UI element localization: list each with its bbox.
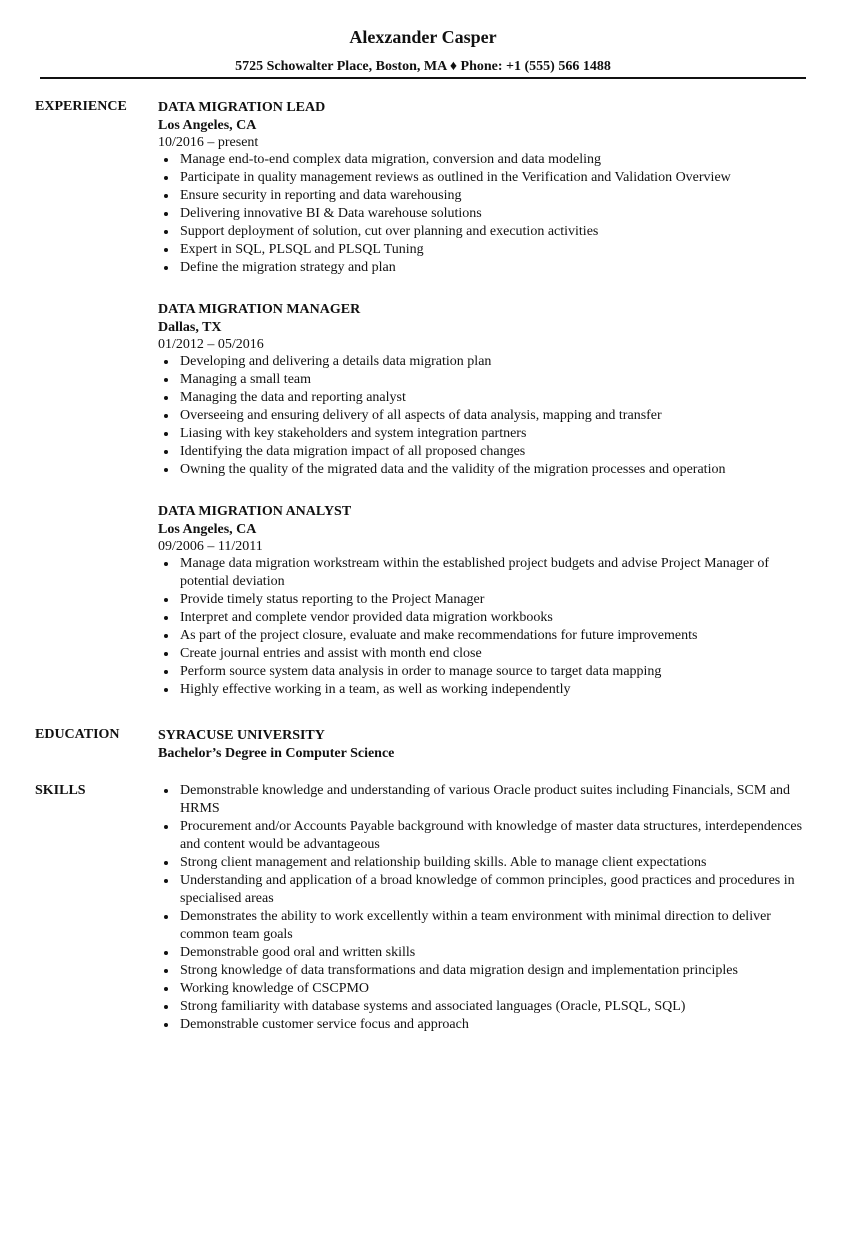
list-item: Strong familiarity with database systems and associated languages (Oracle, PLSQL, SQL) [158,998,813,1016]
job-bullets [158,555,813,699]
job-location: Dallas, TX [158,320,222,335]
list-item: Define the migration strategy and plan [158,259,813,277]
list-item: Liasing with key stakeholders and system integration partners [158,425,813,443]
list-item: Delivering innovative BI & Data warehouse solutions [158,205,813,223]
list-item: Overseeing and ensuring delivery of all aspects of data analysis, mapping and transfer [158,407,813,425]
section-label-skills: SKILLS [35,783,86,798]
list-item: Provide timely status reporting to the Project Manager [158,591,813,609]
list-item: Manage end-to-end complex data migration, conversion and data modeling [158,151,813,169]
skills-list [158,782,813,1034]
list-item: Participate in quality management reviews as outlined in the Verification and Validation Overview [158,169,813,187]
list-item: As part of the project closure, evaluate and make recommendations for future improvements [158,627,813,645]
list-item: Support deployment of solution, cut over planning and execution activities [158,223,813,241]
list-item: Managing a small team [158,371,813,389]
job-dates: 01/2012 – 05/2016 [158,337,264,352]
contact-line: 5725 Schowalter Place, Boston, MA ♦ Phone: +1 (555) 566 1488 [235,59,611,74]
school-name: SYRACUSE UNIVERSITY [158,728,325,743]
degree-name: Bachelor’s Degree in Computer Science [158,746,395,761]
list-item: Demonstrable good oral and written skills [158,944,813,962]
section-label-experience: EXPERIENCE [35,99,127,114]
list-item: Expert in SQL, PLSQL and PLSQL Tuning [158,241,813,259]
list-item: Interpret and complete vendor provided data migration workbooks [158,609,813,627]
list-item: Demonstrable customer service focus and approach [158,1016,813,1034]
job-location: Los Angeles, CA [158,522,257,537]
job-title: DATA MIGRATION MANAGER [158,302,361,317]
list-item: Developing and delivering a details data migration plan [158,353,813,371]
list-item: Owning the quality of the migrated data and the validity of the migration processes and operation [158,461,813,479]
header-divider [40,77,806,79]
list-item: Procurement and/or Accounts Payable background with knowledge of master data structures, interdependences and content would be advantageous [158,818,813,854]
job-bullets [158,353,813,479]
candidate-name: Alexzander Casper [349,27,497,47]
list-item: Understanding and application of a broad knowledge of common principles, good practices and procedures in specialised areas [158,872,813,908]
job-bullets [158,151,813,277]
job-title: DATA MIGRATION LEAD [158,100,326,115]
list-item: Working knowledge of CSCPMO [158,980,813,998]
job-1 [158,99,813,277]
list-item: Highly effective working in a team, as well as working independently [158,681,813,699]
education-block [158,727,813,763]
list-item: Create journal entries and assist with month end close [158,645,813,663]
section-label-education: EDUCATION [35,727,120,742]
skills-block [158,782,813,1034]
job-title: DATA MIGRATION ANALYST [158,504,352,519]
list-item: Strong client management and relationship building skills. Able to manage client expectations [158,854,813,872]
list-item: Demonstrable knowledge and understanding of various Oracle product suites including Financials, SCM and HRMS [158,782,813,818]
job-dates: 10/2016 – present [158,135,259,150]
job-2 [158,301,813,479]
list-item: Strong knowledge of data transformations and data migration design and implementation principles [158,962,813,980]
job-location: Los Angeles, CA [158,118,257,133]
list-item: Identifying the data migration impact of all proposed changes [158,443,813,461]
list-item: Demonstrates the ability to work excellently within a team environment with minimal direction to deliver common team goals [158,908,813,944]
list-item: Ensure security in reporting and data warehousing [158,187,813,205]
list-item: Managing the data and reporting analyst [158,389,813,407]
list-item: Perform source system data analysis in order to manage source to target data mapping [158,663,813,681]
list-item: Manage data migration workstream within the established project budgets and advise Project Manager of potential deviation [158,555,813,591]
job-3 [158,503,813,699]
job-dates: 09/2006 – 11/2011 [158,539,263,554]
